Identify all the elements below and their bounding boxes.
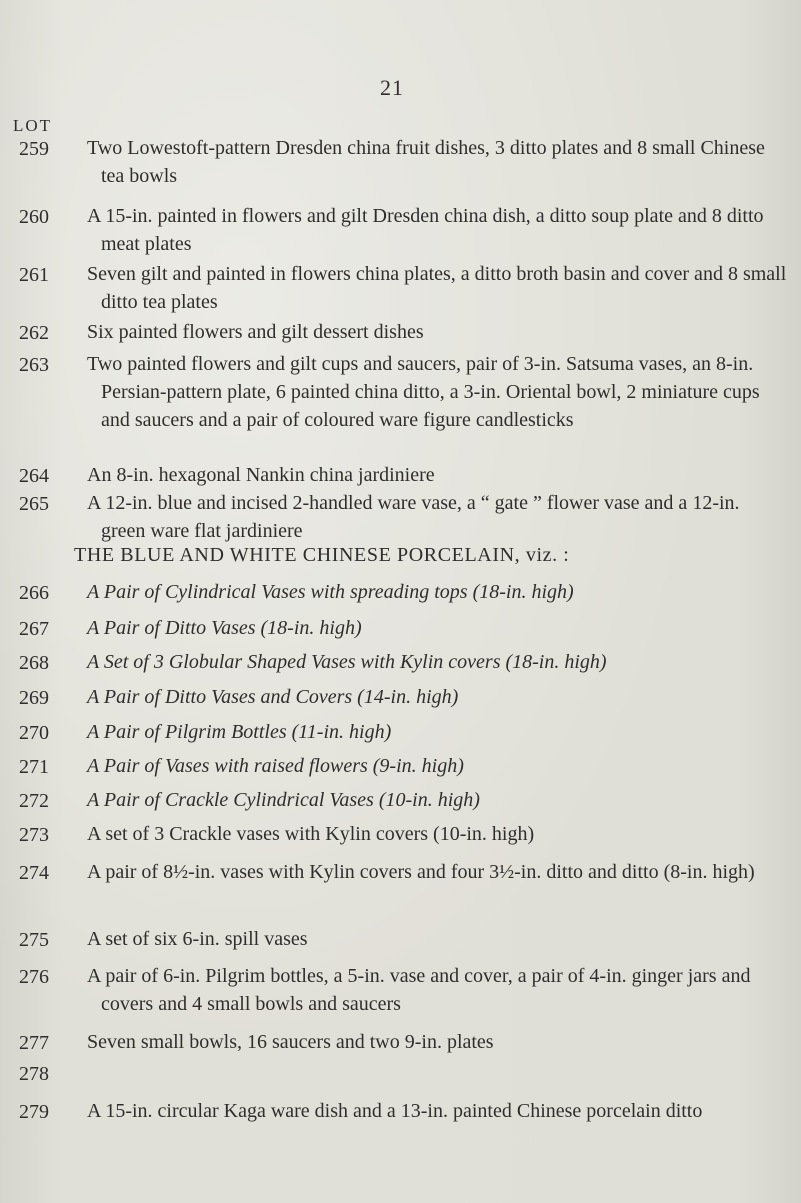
lot-number: 263 xyxy=(19,354,49,376)
lot-description: An 8-in. hexagonal Nankin china jardiniere xyxy=(87,464,435,486)
lot-description: A Pair of Ditto Vases and Covers (14-in. high) xyxy=(87,686,459,708)
lot-description: A pair of 8½-in. vases with Kylin covers and four 3½-in. ditto and ditto (8-in. high) xyxy=(87,861,755,883)
lot-description: A set of 3 Crackle vases with Kylin covers (10-in. high) xyxy=(87,823,535,845)
lot-description: A Pair of Pilgrim Bottles (11-in. high) xyxy=(87,721,392,743)
lot-description: Six painted flowers and gilt dessert dishes xyxy=(87,321,424,343)
lot-description: Two painted flowers and gilt cups and saucers, pair of 3-in. Satsuma vases, an 8-in. Persian-pattern plate, 6 painted china ditto, a 3-in. Oriental bowl, 2 miniature cups and saucers and a pair of coloured ware figure candlesticks xyxy=(87,353,760,431)
lot-description: A pair of 6-in. Pilgrim bottles, a 5-in. vase and cover, a pair of 4-in. ginger jars and covers and 4 small bowls and saucers xyxy=(87,965,751,1015)
lot-description: Seven small bowls, 16 saucers and two 9-in. plates xyxy=(87,1031,494,1053)
lot-description: A Pair of Vases with raised flowers (9-in. high) xyxy=(87,755,464,777)
lot-column-header: LOT xyxy=(13,116,53,135)
lot-description: A 15-in. painted in flowers and gilt Dresden china dish, a ditto soup plate and 8 ditto meat plates xyxy=(87,205,764,255)
lot-number: 259 xyxy=(19,138,49,160)
page-number: 21 xyxy=(380,75,404,100)
lot-number: 268 xyxy=(19,652,49,674)
lot-number: 271 xyxy=(19,756,49,778)
lot-number: 264 xyxy=(19,465,49,487)
lot-number: 274 xyxy=(19,862,49,884)
lot-number: 272 xyxy=(19,790,49,812)
lot-number: 262 xyxy=(19,322,49,344)
section-heading: THE BLUE AND WHITE CHINESE PORCELAIN, viz. : xyxy=(74,544,570,566)
lot-description: A Pair of Ditto Vases (18-in. high) xyxy=(87,617,362,639)
lot-number: 267 xyxy=(19,618,49,640)
lot-description: A Pair of Cylindrical Vases with spreading tops (18-in. high) xyxy=(87,581,574,603)
lot-number: 270 xyxy=(19,722,49,744)
lot-number: 273 xyxy=(19,824,49,846)
lot-number: 265 xyxy=(19,493,49,515)
lot-number: 275 xyxy=(19,929,49,951)
lot-number: 260 xyxy=(19,206,49,228)
lot-number: 266 xyxy=(19,582,49,604)
lot-number: 279 xyxy=(19,1101,49,1123)
lot-description: A Set of 3 Globular Shaped Vases with Kylin covers (18-in. high) xyxy=(87,651,607,673)
lot-description: A set of six 6-in. spill vases xyxy=(87,928,308,950)
lot-number: 261 xyxy=(19,264,49,286)
lot-number: 277 xyxy=(19,1032,49,1054)
lot-number: 276 xyxy=(19,966,49,988)
lot-description: Two Lowestoft-pattern Dresden china fruit dishes, 3 ditto plates and 8 small Chinese tea bowls xyxy=(87,137,765,187)
lot-description: A 15-in. circular Kaga ware dish and a 13-in. painted Chinese porcelain ditto xyxy=(87,1100,703,1122)
lot-number: 269 xyxy=(19,687,49,709)
lot-description: Seven gilt and painted in flowers china plates, a ditto broth basin and cover and 8 small ditto tea plates xyxy=(87,263,787,313)
lot-description: A 12-in. blue and incised 2-handled ware vase, a “ gate ” flower vase and a 12-in. green ware flat jardiniere xyxy=(87,492,740,542)
lot-description: A Pair of Crackle Cylindrical Vases (10-in. high) xyxy=(87,789,480,811)
lot-number: 278 xyxy=(19,1063,49,1085)
